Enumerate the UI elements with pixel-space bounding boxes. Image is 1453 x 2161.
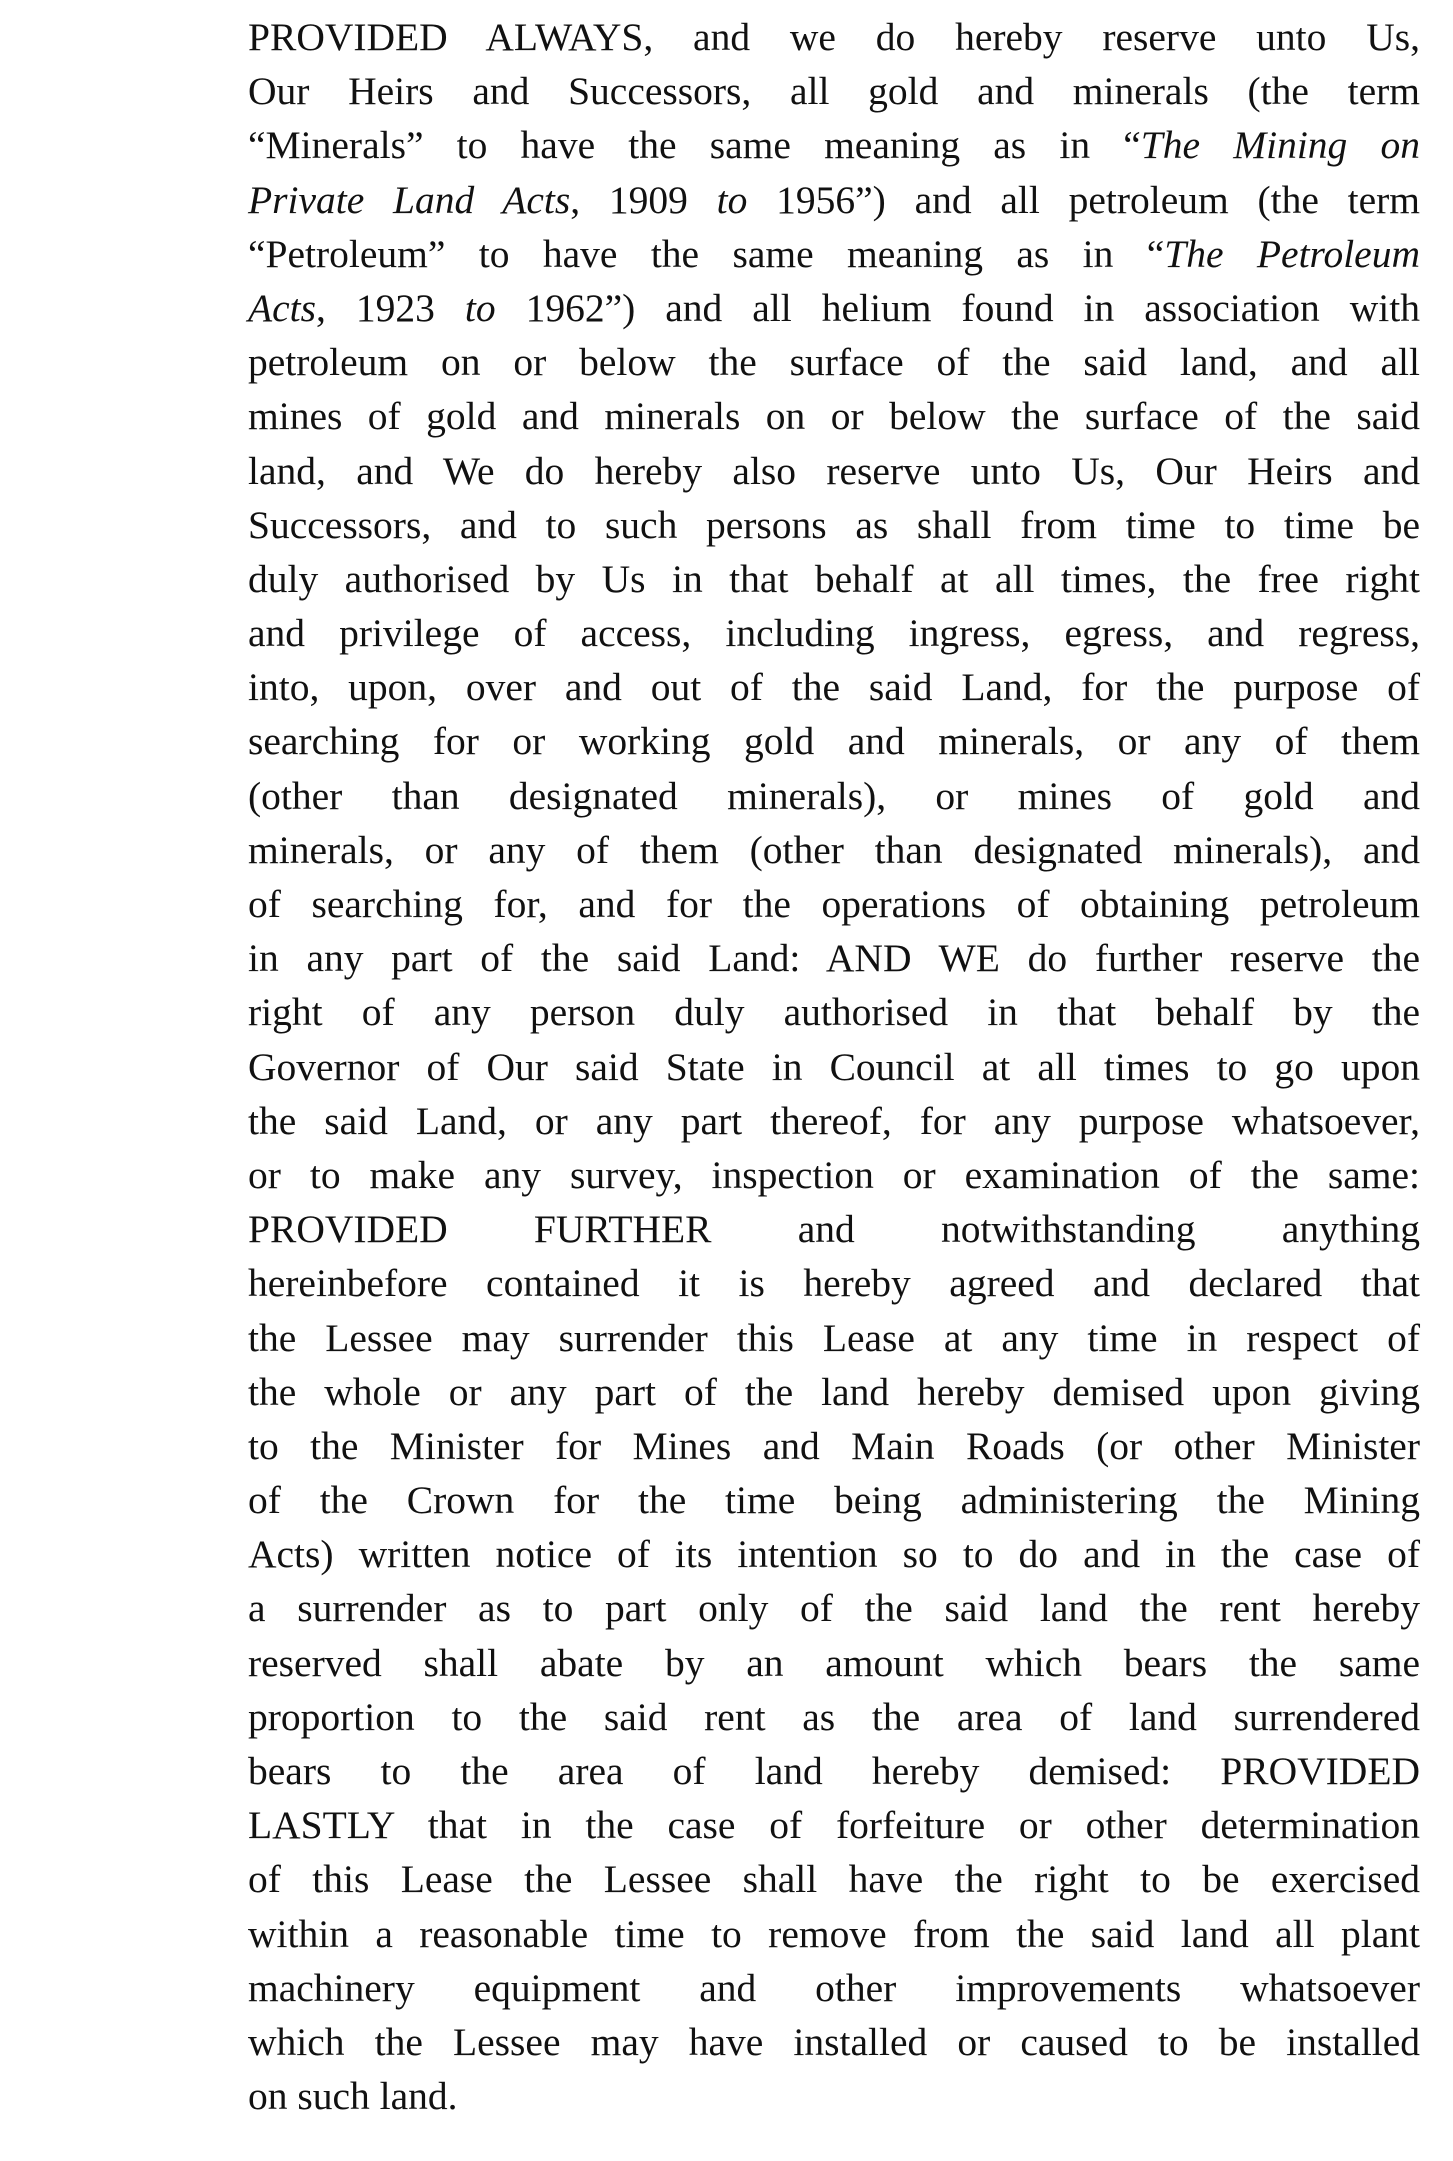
- text-line: [248, 118, 1420, 172]
- text-line: [248, 985, 1420, 1039]
- text-line: [248, 606, 1420, 660]
- text-line: [248, 64, 1420, 118]
- text-run: and privilege of access, including ingress, egress, and regress,: [248, 611, 1420, 656]
- text-run: petroleum on or below the surface of the said land, and all: [248, 340, 1420, 385]
- text-line: [248, 1636, 1420, 1690]
- text-run: PROVIDED FURTHER and notwithstanding anything: [248, 1207, 1420, 1252]
- text-run: proportion to the said rent as the area of land surrendered: [248, 1694, 1420, 1739]
- text-run: of this Lease the Lessee shall have the right to be exercised: [248, 1857, 1420, 1902]
- text-run: within a reasonable time to remove from the said land all plant: [248, 1911, 1420, 1956]
- text-run: or to make any survey, inspection or examination of the same:: [248, 1152, 1420, 1197]
- italic-run: Acts: [248, 285, 317, 330]
- text-line: [248, 823, 1420, 877]
- text-line: [248, 1907, 1420, 1961]
- text-line: [248, 931, 1420, 985]
- text-line: [248, 1311, 1420, 1365]
- text-line: [248, 877, 1420, 931]
- text-line: [248, 389, 1420, 443]
- text-run: machinery equipment and other improvements whatsoever: [248, 1965, 1420, 2010]
- text-run: minerals, or any of them (other than designated minerals), and: [248, 827, 1420, 872]
- text-line: [248, 1040, 1420, 1094]
- text-run: on such land.: [248, 2074, 458, 2119]
- text-run: , 1923: [316, 285, 465, 330]
- text-line: [248, 1256, 1420, 1310]
- text-run: of the Crown for the time being administering the Mining: [248, 1478, 1420, 1523]
- italic-run: to: [716, 177, 748, 222]
- text-line: [248, 1852, 1420, 1906]
- text-run: 1962”) and all helium found in association with: [495, 285, 1420, 330]
- text-run: Acts) written notice of its intention so to do and in the case of: [248, 1532, 1420, 1577]
- text-line: [248, 2069, 1420, 2123]
- text-line: [248, 1527, 1420, 1581]
- text-line: [248, 10, 1420, 64]
- text-line: [248, 1148, 1420, 1202]
- text-run: of searching for, and for the operations of obtaining petroleum: [248, 882, 1420, 926]
- text-line: [248, 335, 1420, 389]
- text-line: [248, 1744, 1420, 1798]
- text-run: the Lessee may surrender this Lease at any time in respect of: [248, 1315, 1420, 1360]
- text-run: Successors, and to such persons as shall from time to time be: [248, 502, 1420, 547]
- text-line: [248, 769, 1420, 823]
- text-run: reserved shall abate by an amount which bears the same: [248, 1640, 1420, 1685]
- text-line: [248, 173, 1420, 227]
- text-run: (other than designated minerals), or mines of gold and: [248, 773, 1420, 818]
- text-line: [248, 552, 1420, 606]
- text-run: which the Lessee may have installed or caused to be installed: [248, 2019, 1420, 2064]
- text-run: “Minerals” to have the same meaning as in “: [248, 123, 1141, 168]
- text-run: PROVIDED ALWAYS, and we do hereby reserve unto Us,: [248, 15, 1420, 59]
- text-run: right of any person duly authorised in that behalf by the: [248, 990, 1420, 1035]
- text-run: the whole or any part of the land hereby demised upon giving: [248, 1369, 1420, 1414]
- text-line: [248, 1094, 1420, 1148]
- text-run: mines of gold and minerals on or below the surface of the said: [248, 394, 1420, 439]
- text-line: [248, 1473, 1420, 1527]
- text-run: the said Land, or any part thereof, for any purpose whatsoever,: [248, 1098, 1420, 1143]
- text-line: [248, 227, 1420, 281]
- text-run: into, upon, over and out of the said Land, for the purpose of: [248, 665, 1420, 710]
- text-run: in any part of the said Land: AND WE do further reserve the: [248, 936, 1420, 981]
- italic-run: The Petroleum: [1164, 231, 1420, 276]
- text-run: 1956”) and all petroleum (the term: [747, 177, 1421, 222]
- text-line: [248, 1365, 1420, 1419]
- text-run: , 1909: [570, 177, 717, 222]
- text-line: [248, 1690, 1420, 1744]
- text-line: [248, 1581, 1420, 1635]
- lease-reservation-clause: [248, 10, 1420, 2123]
- text-line: [248, 1419, 1420, 1473]
- text-run: to the Minister for Mines and Main Roads (or other Minister: [248, 1423, 1420, 1468]
- text-run: hereinbefore contained it is hereby agreed and declared that: [248, 1261, 1420, 1306]
- text-line: [248, 444, 1420, 498]
- text-run: a surrender as to part only of the said land the rent hereby: [248, 1586, 1420, 1631]
- text-run: duly authorised by Us in that behalf at all times, the free right: [248, 556, 1420, 601]
- text-run: land, and We do hereby also reserve unto Us, Our Heirs and: [248, 448, 1420, 493]
- text-line: [248, 2015, 1420, 2069]
- text-run: Governor of Our said State in Council at all times to go upon: [248, 1044, 1420, 1089]
- text-line: [248, 1961, 1420, 2015]
- text-run: Our Heirs and Successors, all gold and minerals (the term: [248, 69, 1420, 114]
- text-run: “Petroleum” to have the same meaning as in “: [248, 231, 1165, 276]
- text-run: LASTLY that in the case of forfeiture or other determination: [248, 1803, 1420, 1848]
- italic-run: Private Land Acts: [248, 177, 571, 222]
- italic-run: to: [464, 285, 496, 330]
- text-line: [248, 281, 1420, 335]
- text-line: [248, 714, 1420, 768]
- text-run: searching for or working gold and minerals, or any of them: [248, 719, 1420, 764]
- text-line: [248, 498, 1420, 552]
- text-line: [248, 660, 1420, 714]
- text-line: [248, 1202, 1420, 1256]
- italic-run: The Mining on: [1140, 123, 1420, 168]
- text-run: bears to the area of land hereby demised: PROVIDED: [248, 1749, 1420, 1793]
- text-line: [248, 1798, 1420, 1852]
